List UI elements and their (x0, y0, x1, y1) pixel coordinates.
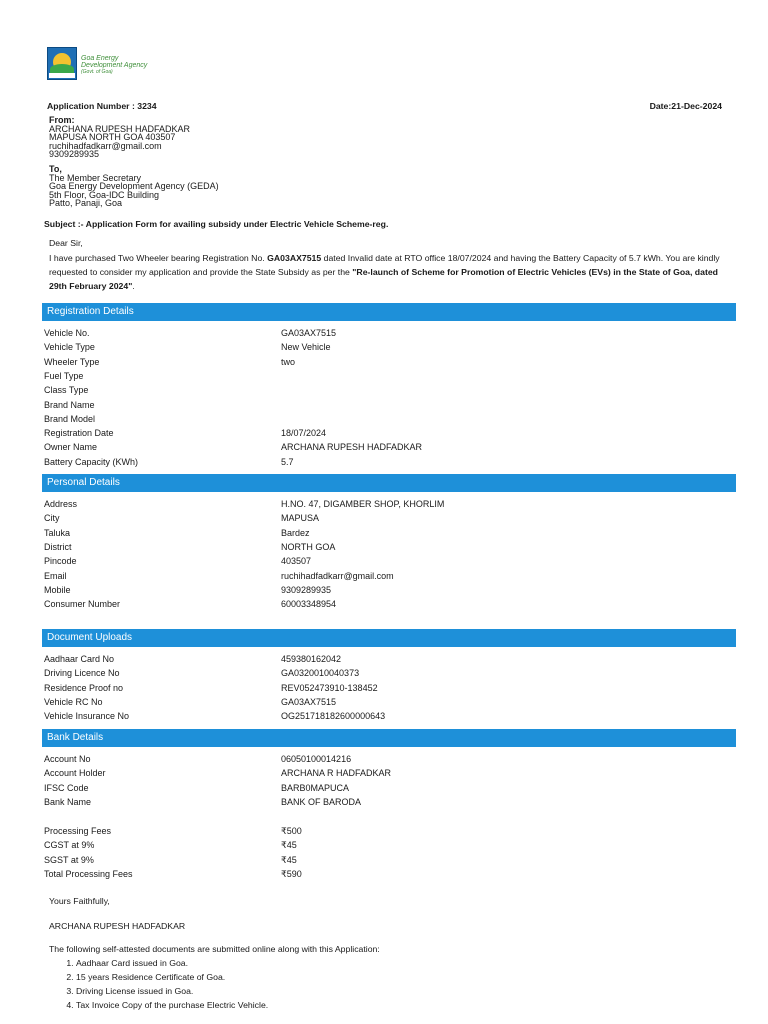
table-row (44, 853, 734, 867)
field-label: Consumer Number (44, 599, 121, 610)
field-value: GA03AX7515 (281, 696, 337, 707)
field-label: Registration Date (44, 428, 114, 439)
to-block (49, 165, 219, 208)
field-label: Class Type (44, 385, 89, 396)
field-label: Mobile (44, 584, 71, 595)
list-item: 1. Aadhaar Card issued in Goa. (76, 956, 739, 970)
field-value: two (281, 356, 296, 367)
field-value: BARB0MAPUCA (281, 782, 350, 793)
field-label: Fuel Type (44, 370, 84, 381)
table-row (44, 412, 734, 426)
to-label: To, (49, 164, 62, 174)
field-label: Residence Proof no (44, 682, 124, 693)
table-row (44, 326, 734, 340)
field-label: Processing Fees (44, 826, 112, 836)
field-label: CGST at 9% (44, 840, 95, 851)
field-value: REV052473910-138452 (281, 682, 378, 693)
field-value: ₹590 (281, 868, 302, 879)
field-value: New Vehicle (281, 342, 331, 353)
field-label: Account No (44, 754, 91, 764)
field-value: OG251718182600000643 (281, 711, 386, 722)
subject-line: Subject :- Application Form for availing subsidy under Electric Vehicle Scheme-reg. (44, 219, 389, 229)
field-value: MAPUSA (281, 513, 320, 524)
field-label: Pincode (44, 556, 77, 567)
table-row (44, 838, 734, 852)
geda-logo (47, 47, 155, 81)
table-row (44, 766, 734, 780)
field-label: Brand Model (44, 413, 96, 424)
to-line: Patto, Panaji, Goa (49, 198, 123, 208)
field-value: 403507 (281, 556, 312, 567)
table-row (44, 340, 734, 354)
letter-body: I have purchased Two Wheeler bearing Registration No. GA03AX7515 dated Invalid date at RTO office 18/07/2024 and having the Battery Capacity of 5.7 kWh. You are kindly requested to consider my application and provide the State Subsidy as per the "Re-launch of Scheme for Promotion of Electric Vehicles (EVs) in the State of Goa, dated 29th February 2024". (49, 253, 720, 291)
application-date: Date:21-Dec-2024 (649, 101, 722, 111)
signatory-name: ARCHANA RUPESH HADFADKAR (49, 921, 186, 931)
field-label: IFSC Code (44, 782, 89, 793)
field-label: District (44, 541, 72, 552)
field-value: ARCHANA RUPESH HADFADKAR (281, 442, 423, 453)
table-row (44, 455, 734, 469)
table-row (44, 426, 734, 440)
table-row (44, 752, 734, 766)
field-label: Total Processing Fees (44, 868, 133, 879)
from-phone: 9309289935 (49, 149, 100, 159)
table-row (44, 666, 734, 680)
field-value: 9309289935 (281, 584, 332, 595)
table-row (44, 867, 734, 881)
table-row (44, 681, 734, 695)
field-label: Address (44, 499, 78, 509)
field-value: ruchihadfadkarr@gmail.com (281, 570, 394, 581)
table-row (44, 824, 734, 838)
field-label: Battery Capacity (KWh) (44, 456, 139, 467)
field-label: Vehicle RC No (44, 696, 103, 707)
table-row (44, 355, 734, 369)
field-value: 18/07/2024 (281, 428, 327, 439)
table-row (44, 583, 734, 597)
list-item: 3. Driving License issued in Goa. (76, 984, 739, 998)
field-label: Vehicle Type (44, 342, 95, 353)
field-value: GA03AX7515 (281, 328, 337, 338)
field-label: Owner Name (44, 442, 98, 453)
scheme-name: "Re-launch of Scheme for Promotion of Electric Vehicles (EVs) in the State of Goa, dated 29th February 2024" (49, 267, 718, 291)
field-label: Aadhaar Card No (44, 654, 115, 664)
from-label: From: (49, 115, 75, 125)
documents-list (49, 956, 739, 1012)
field-value: H.NO. 47, DIGAMBER SHOP, KHORLIM (281, 499, 445, 509)
field-value: ₹500 (281, 826, 302, 836)
to-line: Goa Energy Development Agency (GEDA) (49, 181, 219, 191)
section-header-personal: Personal Details (42, 474, 736, 492)
section-header-registration: Registration Details (42, 303, 736, 321)
table-row (44, 781, 734, 795)
field-value: BANK OF BARODA (281, 796, 362, 807)
from-name: ARCHANA RUPESH HADFADKAR (49, 123, 191, 134)
table-row (44, 554, 734, 568)
table-row (44, 383, 734, 397)
field-value: 5.7 (281, 456, 294, 467)
table-row (44, 497, 734, 511)
field-label: Taluka (44, 527, 71, 538)
table-row (44, 709, 734, 723)
table-row (44, 398, 734, 412)
field-label: Vehicle No. (44, 328, 90, 338)
field-label: Email (44, 570, 67, 581)
field-value: Bardez (281, 527, 310, 538)
field-value: GA0320010040373 (281, 668, 360, 679)
field-label: Vehicle Insurance No (44, 711, 130, 722)
geda-emblem-icon (47, 47, 77, 80)
table-row (44, 369, 734, 383)
from-block (49, 116, 190, 159)
field-label: Bank Name (44, 796, 92, 807)
table-row (44, 440, 734, 454)
field-label: SGST at 9% (44, 854, 94, 865)
logo-wordmark: Goa Energy Development Agency (Govt. of Goa) (81, 55, 148, 75)
section-header-bank: Bank Details (42, 729, 736, 747)
from-email: ruchihadfadkarr@gmail.com (49, 140, 162, 151)
field-label: Wheeler Type (44, 356, 100, 367)
field-value: ₹45 (281, 840, 297, 851)
table-row (44, 569, 734, 583)
table-row (44, 695, 734, 709)
field-label: Brand Name (44, 399, 95, 410)
table-row (44, 540, 734, 554)
field-value: 06050100014216 (281, 754, 352, 764)
field-label: Driving Licence No (44, 668, 120, 679)
field-label: City (44, 513, 60, 524)
field-value: NORTH GOA (281, 541, 336, 552)
field-value: 60003348954 (281, 599, 337, 610)
to-line: 5th Floor, Goa-IDC Building (49, 189, 160, 200)
field-value: 459380162042 (281, 654, 342, 664)
list-item: 2. 15 years Residence Certificate of Goa. (76, 970, 739, 984)
table-row (44, 526, 734, 540)
section-header-documents: Document Uploads (42, 629, 736, 647)
table-row (44, 511, 734, 525)
to-line: The Member Secretary (49, 172, 142, 183)
documents-intro: The following self-attested documents are submitted online along with this Application: (49, 944, 380, 954)
table-row (44, 652, 734, 666)
registration-number: GA03AX7515 (267, 253, 322, 263)
field-value: ARCHANA R HADFADKAR (281, 768, 392, 779)
field-value: ₹45 (281, 854, 297, 865)
from-address: MAPUSA NORTH GOA 403507 (49, 132, 176, 142)
greeting: Dear Sir, (49, 238, 83, 248)
application-number: Application Number : 3234 (47, 101, 157, 111)
list-item: 4. Tax Invoice Copy of the purchase Electric Vehicle. (76, 998, 739, 1012)
table-row (44, 597, 734, 611)
closing-salutation: Yours Faithfully, (49, 896, 110, 906)
field-label: Account Holder (44, 768, 106, 779)
table-row (44, 795, 734, 809)
